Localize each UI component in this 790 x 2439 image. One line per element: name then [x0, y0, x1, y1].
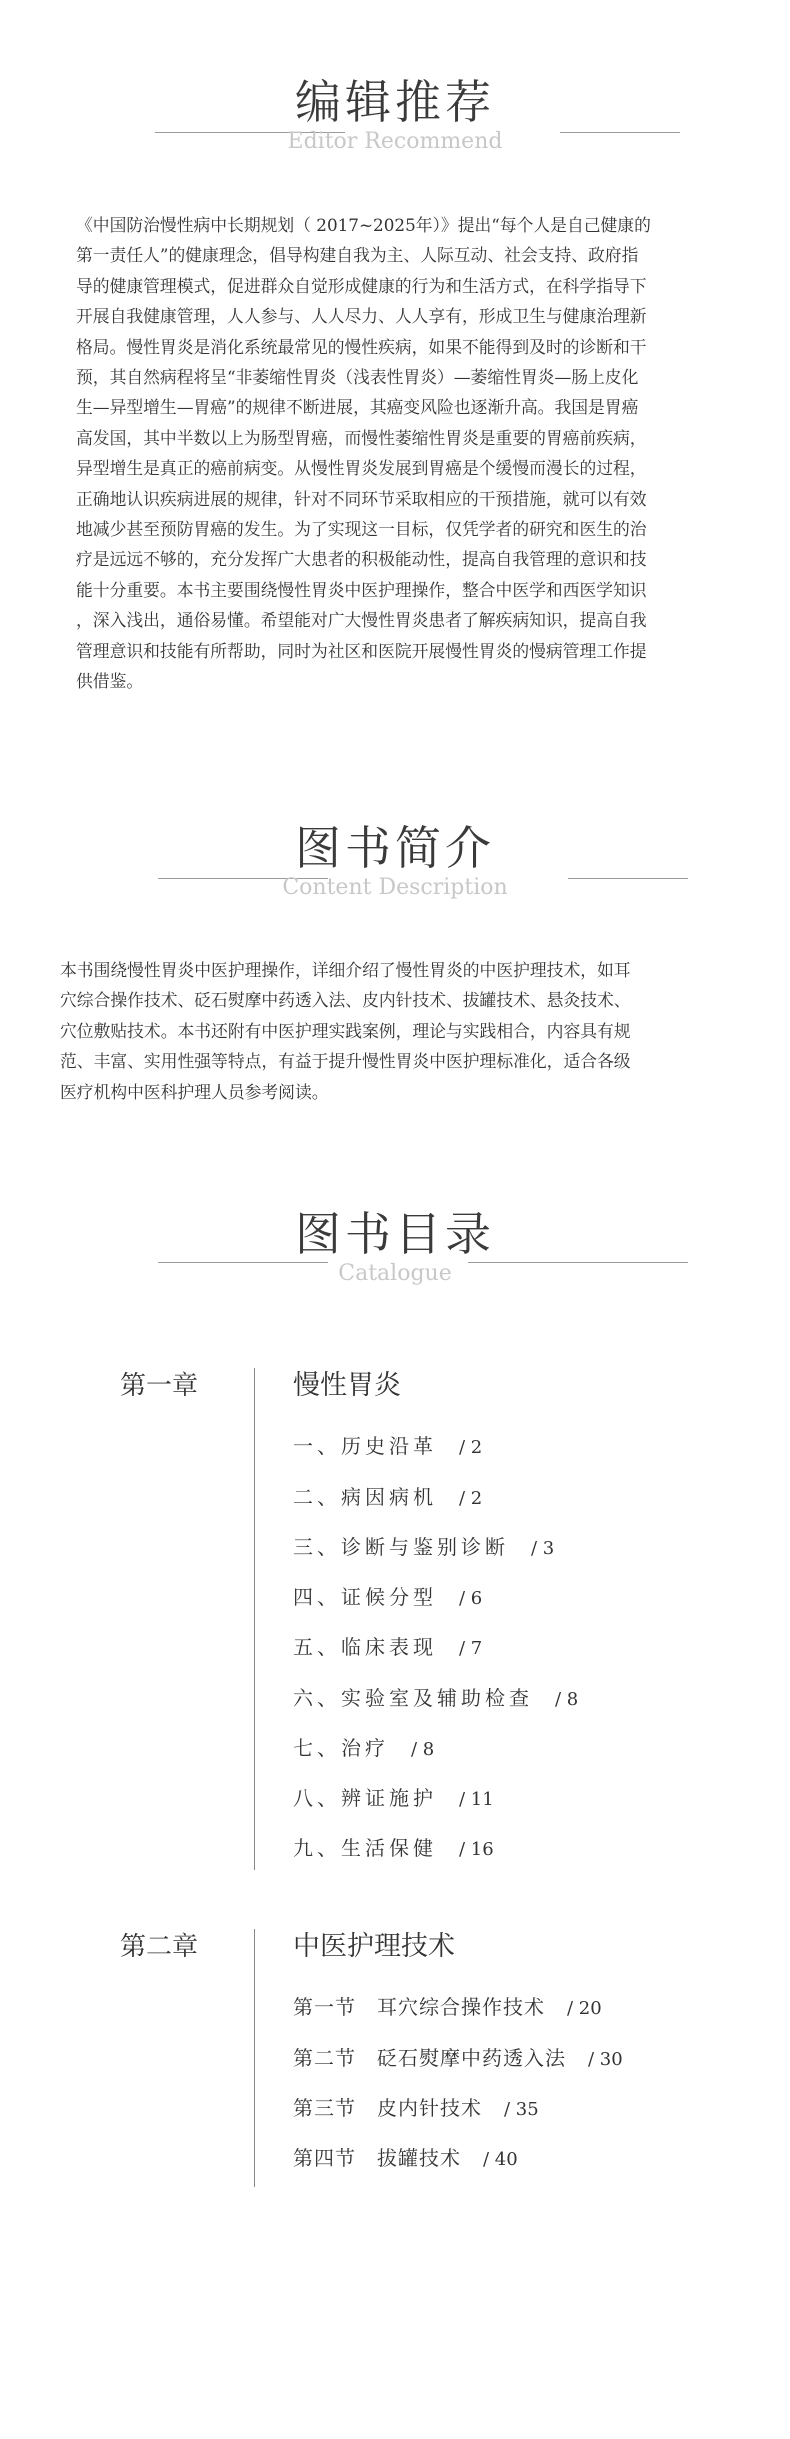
content-description-text: 本书围绕慢性胃炎中医护理操作，详细介绍了慢性胃炎的中医护理技术，如耳 穴综合操作技术、砭石熨摩中药透入法、皮内针技术、拔罐技术、悬灸技术、 穴位敷贴技术。本书还附有中医护理实践案例，理论与实践相合，内容具有规 范、丰富、实用性强等特点，有益于提升慢性胃炎中医护理标准化，适合各级 医疗机构中医科护理人员参考阅读。 [60, 960, 631, 1102]
toc-item-page: / 30 [588, 2049, 623, 2070]
toc-item-page: / 35 [504, 2099, 539, 2120]
toc-item[interactable] [293, 1832, 494, 1864]
toc-item-page: / 16 [459, 1839, 494, 1860]
toc-item-label: 六、实验室及辅助检查 [293, 1686, 533, 1710]
toc-item[interactable] [293, 1531, 554, 1563]
toc-item[interactable] [293, 1631, 482, 1663]
toc-item-label: 第三节 皮内针技术 [293, 2096, 482, 2120]
toc-item-label: 二、病因病机 [293, 1485, 437, 1509]
toc-item[interactable] [293, 1682, 578, 1714]
toc-item-page: / 2 [459, 1488, 483, 1509]
chapter-title: 中医护理技术 [293, 1931, 455, 1962]
catalogue-header [0, 1204, 790, 1314]
toc-item[interactable] [293, 1430, 482, 1462]
chapter-divider [254, 1368, 255, 1870]
catalogue-title: 图书目录 [295, 1207, 495, 1261]
toc-item-page: / 3 [531, 1538, 555, 1559]
toc-item-page: / 8 [411, 1739, 435, 1760]
toc-item[interactable] [293, 2042, 623, 2074]
toc-item-label: 四、证候分型 [293, 1585, 437, 1609]
chapter-title: 慢性胃炎 [293, 1370, 401, 1401]
editor-recommend-subtitle: Editor Recommend [287, 129, 503, 154]
content-description-title: 图书简介 [295, 821, 495, 875]
toc-item-page: / 7 [459, 1638, 483, 1659]
toc-item-label: 八、辨证施护 [293, 1786, 437, 1810]
editor-recommend-header [0, 72, 790, 182]
toc-item-label: 三、诊断与鉴别诊断 [293, 1535, 509, 1559]
toc-item-page: / 11 [459, 1789, 494, 1810]
toc-item-page: / 20 [567, 1998, 602, 2019]
toc-item[interactable] [293, 1581, 482, 1613]
toc-item[interactable] [293, 1732, 434, 1764]
toc-item-label: 五、临床表现 [293, 1635, 437, 1659]
toc-item-label: 第二节 砭石熨摩中药透入法 [293, 2046, 566, 2070]
toc-item-page: / 6 [459, 1588, 483, 1609]
toc-item-label: 一、历史沿革 [293, 1434, 437, 1458]
content-description-header [0, 818, 790, 928]
editor-recommend-text: 《中国防治慢性病中长期规划（ 2017~2025年）》提出“每个人是自己健康的 第一责任人”的健康理念，倡导构建自我为主、人际互动、社会支持、政府指 导的健康管理模式，促进群众自觉形成健康的行为和生活方式，在科学指导下 开展自我健康管理，人人参与、人人尽力、人人享有，形成卫生与健康治理新 格局。慢性胃炎是消化系统最常见的慢性疾病，如果不能得到及时的诊断和干 预，其自然病程将呈“非萎缩性胃炎（浅表性胃炎）—萎缩性胃炎—肠上皮化 生—异型增生—胃癌”的规律不断进展，其癌变风险也逐渐升高。我国是胃癌 高发国，其中半数以上为肠型胃癌，而慢性萎缩性胃炎是重要的胃癌前疾病， 异型增生是真正的癌前病变。从慢性胃炎发展到胃癌是个缓慢而漫长的过程， 正确地认识疾病进展的规律，针对不同环节采取相应的干预措施，就可以有效 地减少甚至预防胃癌的发生。为了实现这一目标，仅凭学者的研究和医生的治 疗是远远不够的，充分发挥广大患者的积极能动性，提高自我管理的意识和技 能十分重要。本书主要围绕慢性胃炎中医护理操作，整合中医学和西医学知识 ，深入浅出，通俗易懂。希望能对广大慢性胃炎患者了解疾病知识，提高自我 管理意识和技能有所帮助，同时为社区和医院开展慢性胃炎的慢病管理工作提 供借鉴。 [76, 215, 651, 692]
chapter-number: 第二章 [120, 1932, 199, 1962]
chapter-number: 第一章 [120, 1371, 199, 1401]
toc-item-page: / 40 [483, 2149, 518, 2170]
toc-item[interactable] [293, 2142, 518, 2174]
content-description-subtitle: Content Description [282, 875, 508, 900]
toc-item[interactable] [293, 1481, 482, 1513]
chapter-divider [254, 1929, 255, 2187]
toc-item-label: 第一节 耳穴综合操作技术 [293, 1995, 545, 2019]
toc-item-label: 九、生活保健 [293, 1836, 437, 1860]
toc-item-label: 第四节 拔罐技术 [293, 2146, 461, 2170]
toc-item-page: / 2 [459, 1437, 483, 1458]
toc-item[interactable] [293, 1782, 494, 1814]
toc-item[interactable] [293, 1991, 602, 2023]
toc-item-label: 七、治疗 [293, 1736, 389, 1760]
editor-recommend-title: 编辑推荐 [295, 75, 495, 129]
toc-item[interactable] [293, 2092, 539, 2124]
toc-item-page: / 8 [555, 1689, 579, 1710]
catalogue-subtitle: Catalogue [338, 1261, 452, 1286]
